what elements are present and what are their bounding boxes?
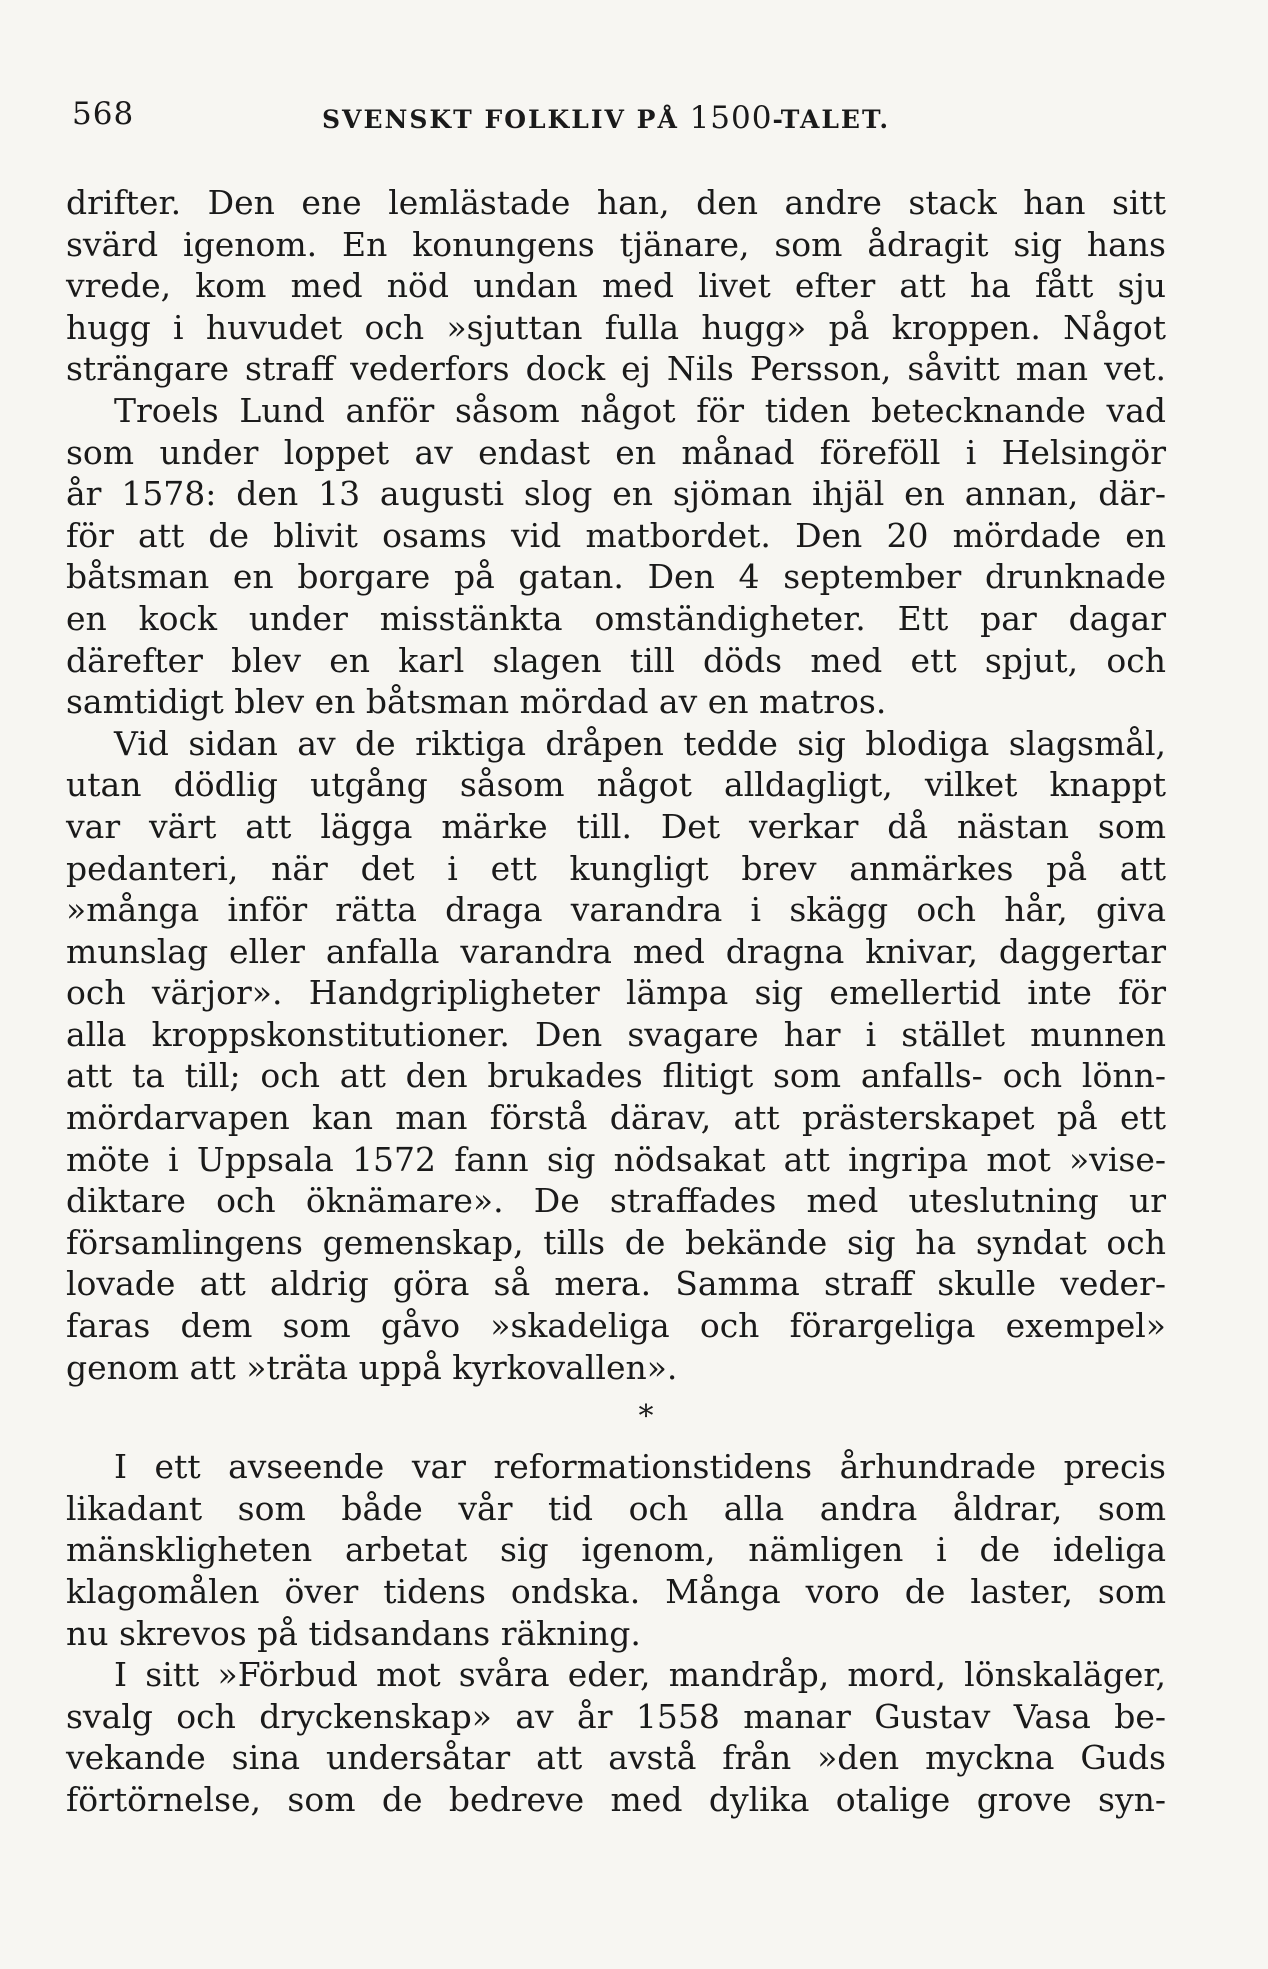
text-line: som under loppet av endast en månad föreföll i Helsingör <box>66 432 1166 472</box>
paragraph-4 <box>66 1446 1166 1654</box>
text-line: år 1578: den 13 augusti slog en sjöman ihjäl en annan, där- <box>66 474 1166 514</box>
paragraph-1 <box>66 182 1166 390</box>
paragraph-2 <box>66 390 1166 723</box>
text-line: att ta till; och att den brukades flitigt som anfalls- och lönn- <box>66 1056 1166 1096</box>
text-line: mänskligheten arbetat sig igenom, nämligen i de ideliga <box>66 1530 1166 1570</box>
text-line: för att de blivit osams vid matbordet. Den 20 mördade en <box>66 515 1166 555</box>
text-line: strängare straff vederfors dock ej Nils Persson, såvitt man vet. <box>66 349 1166 389</box>
text-line: samtidigt blev en båtsman mördad av en matros. <box>66 682 887 722</box>
running-title-year: 1500 <box>689 100 773 136</box>
running-title <box>322 100 890 136</box>
text-line: klagomålen över tidens ondska. Många voro de laster, som <box>66 1572 1166 1611</box>
text-line: Vid sidan av de riktiga dråpen tedde sig blodiga slagsmål, <box>114 723 1166 763</box>
text-line: pedanteri, när det i ett kungligt brev anmärkes på att <box>66 848 1166 888</box>
text-line: I ett avseende var reformationstidens århundrade precis <box>114 1447 1166 1487</box>
text-line: vekande sina undersåtar att avstå från »den myckna Guds <box>66 1738 1166 1778</box>
paragraph-3 <box>66 723 1166 1389</box>
text-line: utan dödlig utgång såsom något alldagligt, vilket knappt <box>66 765 1166 805</box>
text-line: diktare och öknämare». De straffades med uteslutning ur <box>66 1181 1166 1221</box>
text-line: församlingens gemenskap, tills de bekände sig ha syndat och <box>66 1222 1166 1262</box>
page-number: 568 <box>72 96 135 132</box>
running-title-text: SVENSKT FOLKLIV PÅ <box>322 105 690 134</box>
text-line: förtörnelse, som de bedreve med dylika otalige grove syn- <box>66 1779 1166 1819</box>
running-head <box>72 96 1162 136</box>
text-line: en kock under misstänkta omständigheter. Ett par dagar <box>66 598 1166 638</box>
text-line: vrede, kom med nöd undan med livet efter att ha fått sju <box>66 266 1166 306</box>
text-line: var värt att lägga märke till. Det verkar då nästan som <box>66 806 1166 846</box>
section-separator: * <box>638 1399 654 1435</box>
text-line: »många inför rätta draga varandra i skägg och hår, giva <box>66 890 1166 930</box>
text-line: lovade att aldrig göra så mera. Samma straff skulle veder- <box>66 1264 1166 1304</box>
text-line: I sitt »Förbud mot svåra eder, mandråp, mord, lönskaläger, <box>114 1655 1166 1695</box>
text-line: svärd igenom. En konungens tjänare, som ådragit sig hans <box>66 224 1166 264</box>
text-line: faras dem som gåvo »skadeliga och förargeliga exempel» <box>66 1306 1166 1346</box>
text-line: därefter blev en karl slagen till döds med ett spjut, och <box>66 640 1166 680</box>
text-line: mördarvapen kan man förstå därav, att prästerskapet på ett <box>66 1098 1166 1138</box>
text-line: och värjor». Handgripligheter lämpa sig emellertid inte för <box>66 973 1166 1013</box>
text-line: möte i Uppsala 1572 fann sig nödsakat att ingripa mot »vise- <box>66 1139 1166 1179</box>
text-line: nu skrevos på tidsandans räkning. <box>66 1613 641 1653</box>
text-line: båtsman en borgare på gatan. Den 4 september drunknade <box>66 557 1166 597</box>
text-line: likadant som både vår tid och alla andra åldrar, som <box>66 1488 1166 1528</box>
body-text <box>66 182 1166 1821</box>
text-line: Troels Lund anför såsom något för tiden betecknande vad <box>114 390 1166 430</box>
paragraph-5 <box>66 1654 1166 1820</box>
text-line: genom att »träta uppå kyrkovallen». <box>66 1347 678 1387</box>
text-line: svalg och dryckenskap» av år 1558 manar Gustav Vasa be- <box>66 1696 1166 1736</box>
text-line: alla kroppskonstitutioner. Den svagare har i stället munnen <box>66 1014 1166 1054</box>
text-line: munslag eller anfalla varandra med dragna knivar, daggertar <box>66 931 1166 971</box>
running-title-suffix: -TALET. <box>772 105 891 134</box>
text-line: hugg i huvudet och »sjuttan fulla hugg» på kroppen. Något <box>66 307 1166 347</box>
text-line: drifter. Den ene lemlästade han, den andre stack han sitt <box>66 183 1166 222</box>
